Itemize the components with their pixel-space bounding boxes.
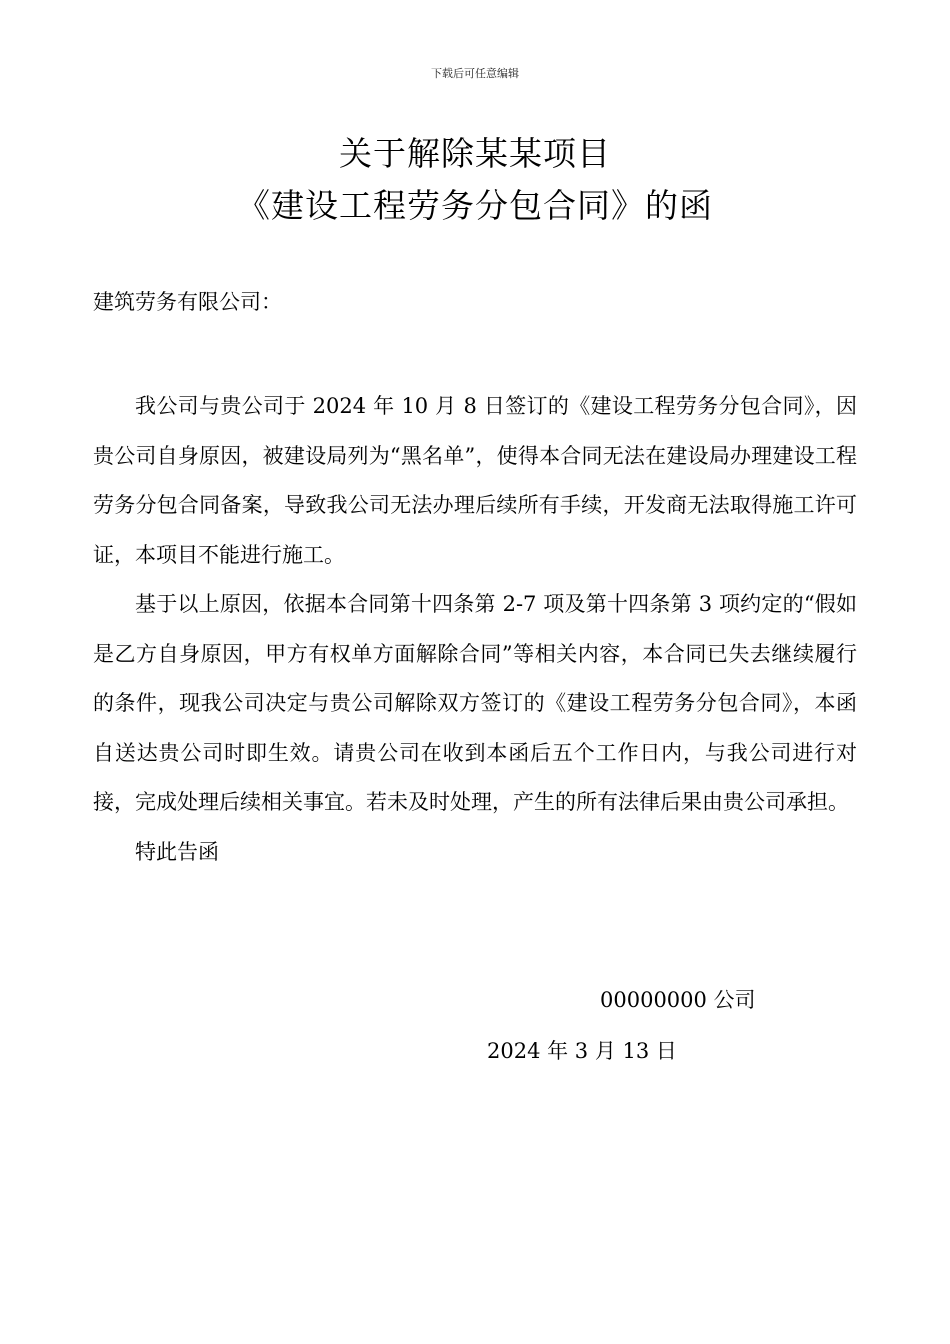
document-title xyxy=(0,128,950,232)
closing-line: 特此告函 xyxy=(135,839,219,864)
title-line-1: 关于解除某某项目 xyxy=(339,134,611,173)
letter-body xyxy=(93,382,857,877)
signature-company: 00000000 公司 xyxy=(600,988,756,1012)
signature-date: 2024 年 3 月 13 日 xyxy=(487,1039,677,1063)
paragraph-1: 我公司与贵公司于 2024 年 10 月 8 日签订的《建设工程劳务分包合同》，因贵公司自身原因，被建设局列为“黑名单”，使得本合同无法在建设局办理建设工程劳务分包合同备案，导致我公司无法办理后续所有手续，开发商无法取得施工许可证，本项目不能进行施工。 xyxy=(93,394,857,567)
salutation: 建筑劳务有限公司： xyxy=(93,290,282,314)
title-line-2: 《建设工程劳务分包合同》的函 xyxy=(237,186,713,225)
header-note: 下载后可任意编辑 xyxy=(431,67,519,80)
paragraph-2: 基于以上原因，依据本合同第十四条第 2-7 项及第十四条第 3 项约定的“假如是乙方自身原因，甲方有权单方面解除合同”等相关内容，本合同已失去继续履行的条件，现我公司决定与贵公司解除双方签订的《建设工程劳务分包合同》，本函自送达贵公司时即生效。请贵公司在收到本函后五个工作日内，与我公司进行对接，完成处理后续相关事宜。若未及时处理，产生的所有法律后果由贵公司承担。 xyxy=(93,592,857,814)
